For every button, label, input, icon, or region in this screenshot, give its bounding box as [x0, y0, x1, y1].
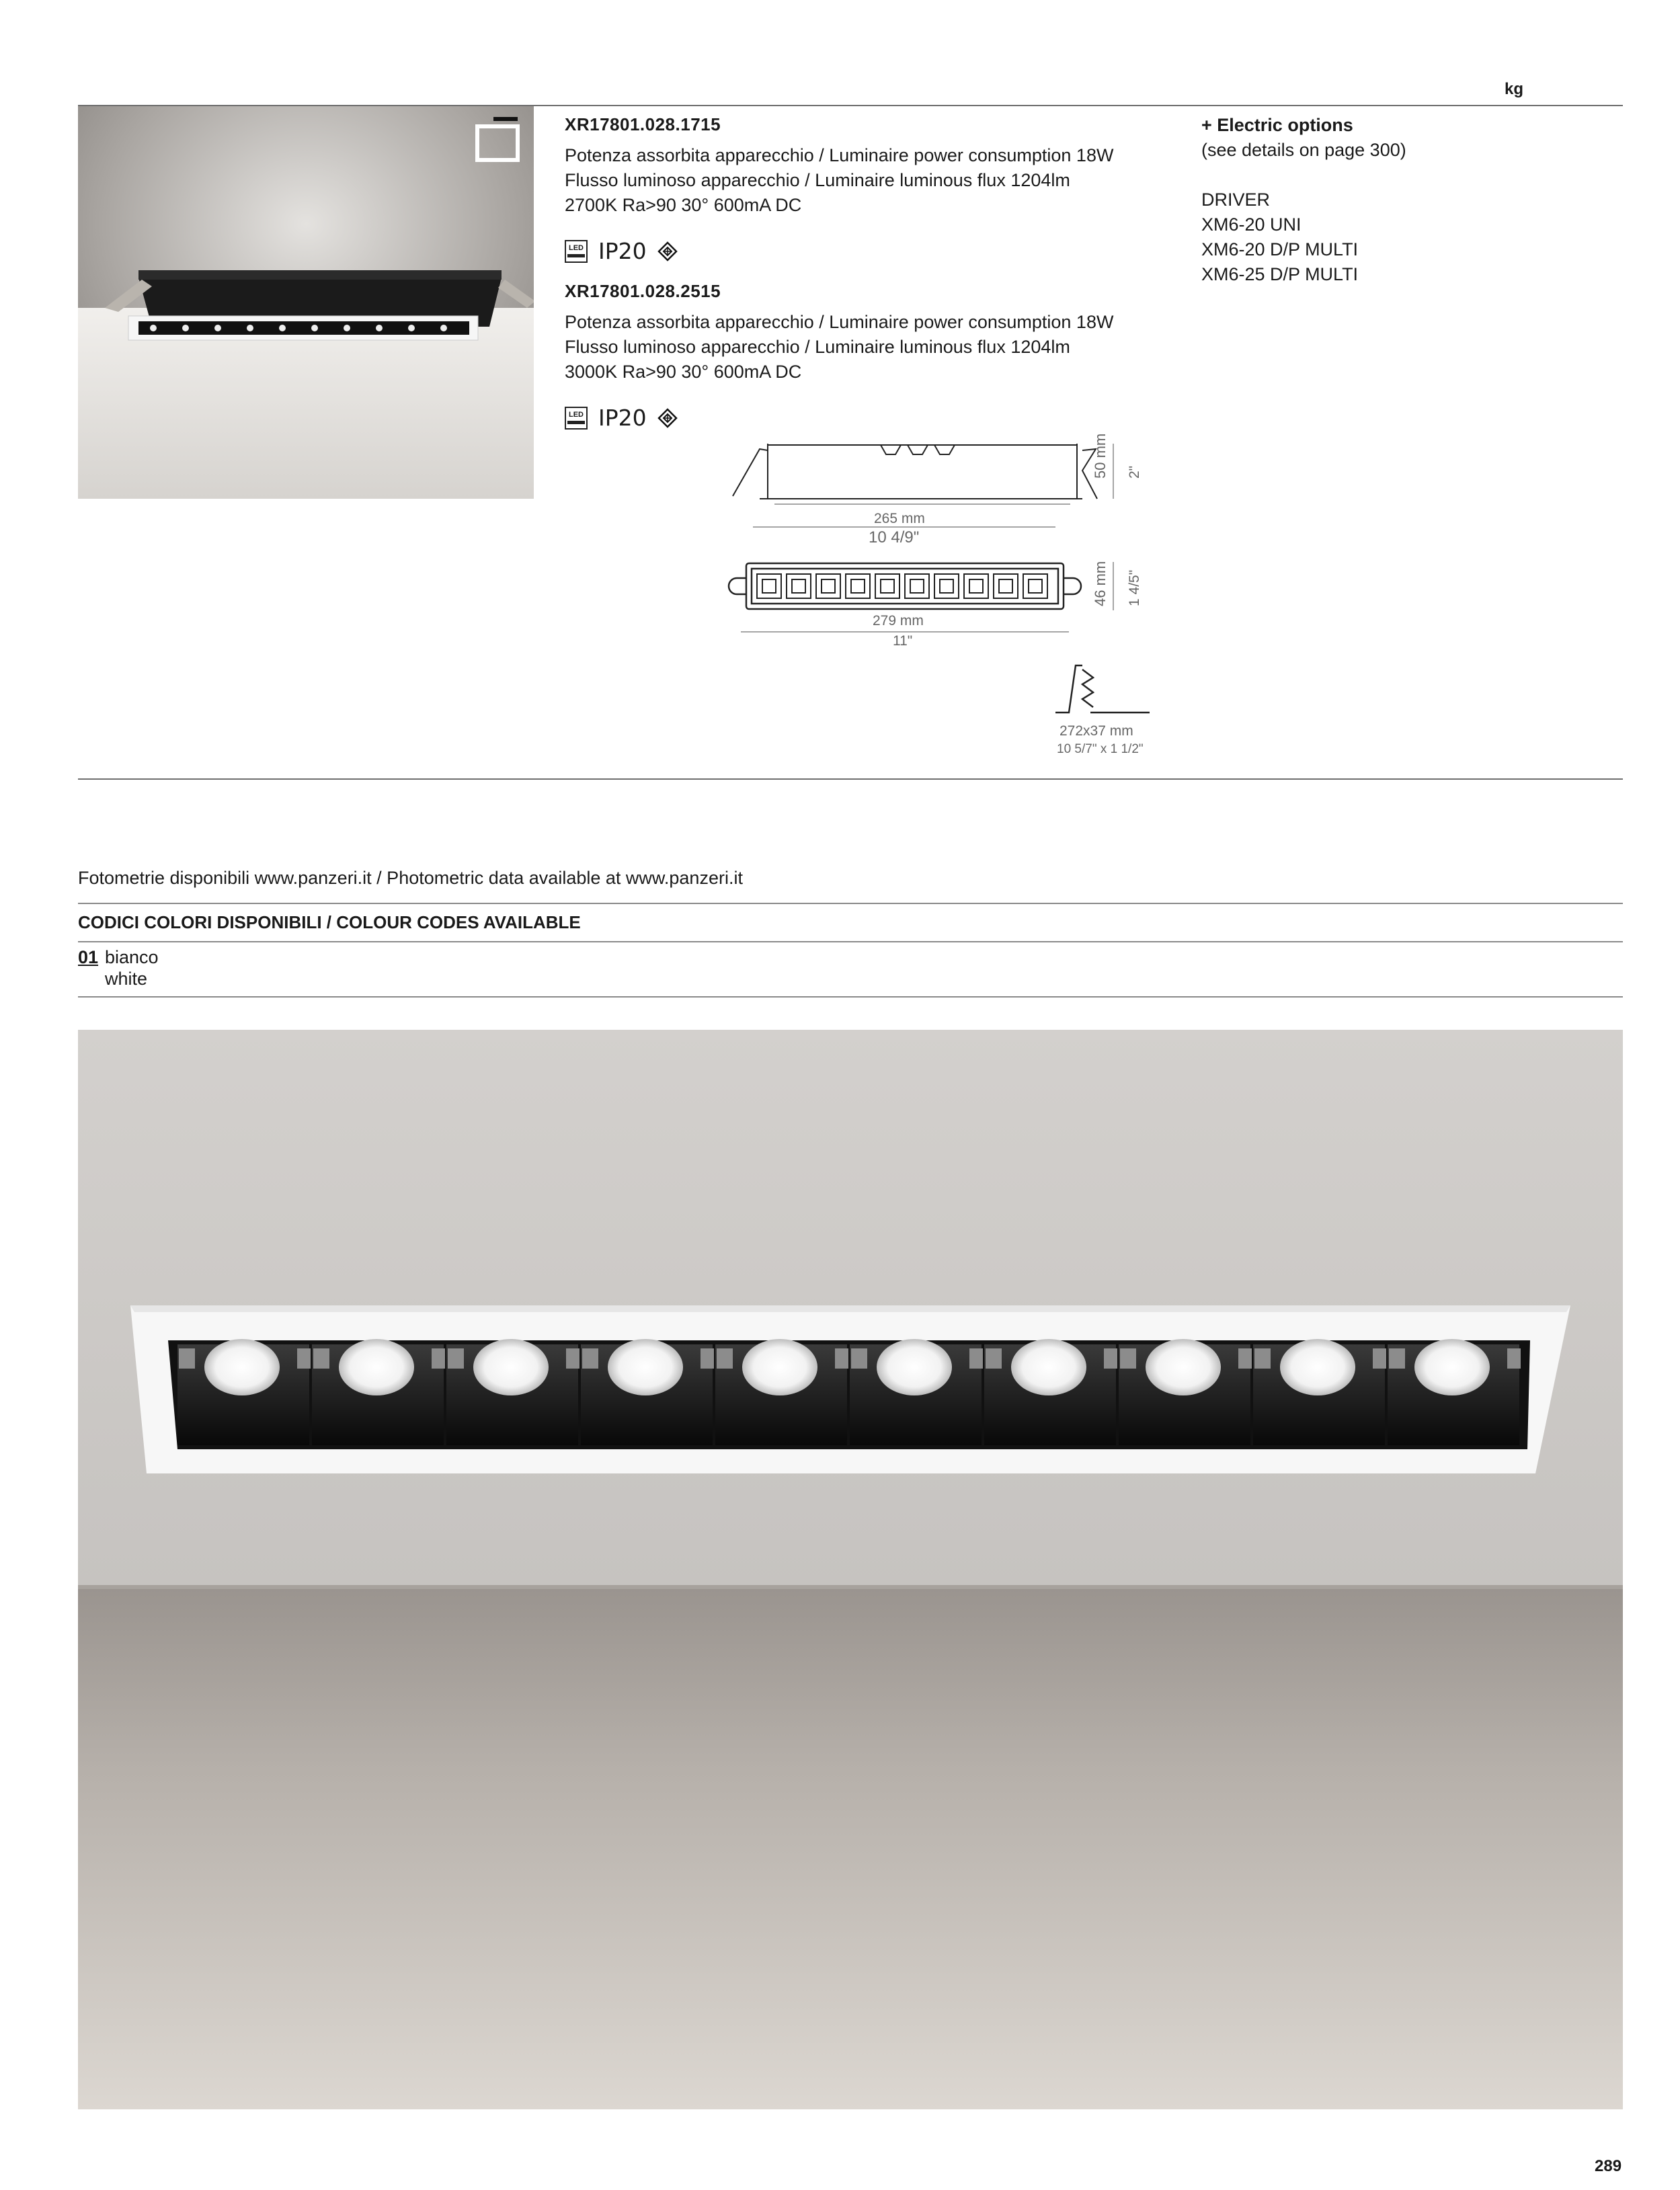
- spec-line: 2700K Ra>90 30° 600mA DC: [565, 195, 802, 215]
- technical-drawing: [719, 430, 1176, 766]
- recessed-symbol-icon: [475, 117, 520, 163]
- driver-heading: DRIVER: [1201, 190, 1271, 210]
- unit-label: kg: [1505, 80, 1524, 98]
- spec-line: 3000K Ra>90 30° 600mA DC: [565, 362, 802, 382]
- installation-photo: [78, 1030, 1623, 2109]
- product-block-2: [565, 281, 1113, 431]
- front-length-mm: 279 mm: [873, 613, 924, 628]
- product-code: XR17801.028.2515: [565, 281, 721, 301]
- led-icon: LED: [565, 240, 588, 263]
- driver-item: XM6-20 UNI: [1201, 214, 1302, 235]
- ip-rating: IP20: [598, 405, 647, 431]
- electric-subtitle: (see details on page 300): [1201, 140, 1406, 160]
- side-height-mm: 50 mm: [1092, 433, 1109, 479]
- colour-name-en: white: [105, 969, 148, 989]
- product-block-1: [565, 114, 1113, 264]
- driver-diamond-icon: [657, 408, 678, 428]
- electric-title: + Electric options: [1201, 115, 1353, 135]
- front-height-in: 1 4/5": [1127, 569, 1142, 606]
- rule: [78, 903, 1623, 904]
- cutout-mm: 272x37 mm: [1059, 723, 1133, 739]
- colour-codes-heading: CODICI COLORI DISPONIBILI / COLOUR CODES AVAILABLE: [78, 912, 581, 932]
- length-in: 10 4/9": [869, 528, 920, 546]
- driver-item: XM6-20 D/P MULTI: [1201, 239, 1359, 259]
- colour-name-it: bianco: [105, 947, 159, 967]
- icons-row: [565, 405, 1113, 431]
- power-line: Potenza assorbita apparecchio / Luminaire power consumption 18W: [565, 145, 1114, 165]
- electric-options: [1201, 113, 1406, 287]
- ip-rating: IP20: [598, 238, 647, 264]
- cutout-in: 10 5/7" x 1 1/2": [1057, 742, 1144, 756]
- icons-row: [565, 238, 1113, 264]
- product-photo: [78, 106, 534, 499]
- colour-code: 01: [78, 947, 99, 967]
- flux-line: Flusso luminoso apparecchio / Luminaire luminous flux 1204lm: [565, 337, 1070, 357]
- page-number: 289: [1595, 2157, 1622, 2175]
- length-mm: 265 mm: [874, 511, 925, 526]
- power-line: Potenza assorbita apparecchio / Luminaire power consumption 18W: [565, 312, 1114, 332]
- rule: [78, 941, 1623, 942]
- rule: [78, 996, 1623, 998]
- flux-line: Flusso luminoso apparecchio / Luminaire luminous flux 1204lm: [565, 170, 1070, 190]
- led-icon: LED: [565, 407, 588, 430]
- driver-item: XM6-25 D/P MULTI: [1201, 264, 1359, 284]
- front-height-mm: 46 mm: [1092, 561, 1109, 606]
- driver-diamond-icon: [657, 241, 678, 261]
- photometric-note: Fotometrie disponibili www.panzeri.it / Photometric data available at www.panzeri.it: [78, 868, 743, 888]
- front-length-in: 11": [893, 633, 913, 649]
- product-code: XR17801.028.1715: [565, 114, 721, 134]
- side-height-in: 2": [1127, 465, 1142, 479]
- section-rule: [78, 778, 1623, 780]
